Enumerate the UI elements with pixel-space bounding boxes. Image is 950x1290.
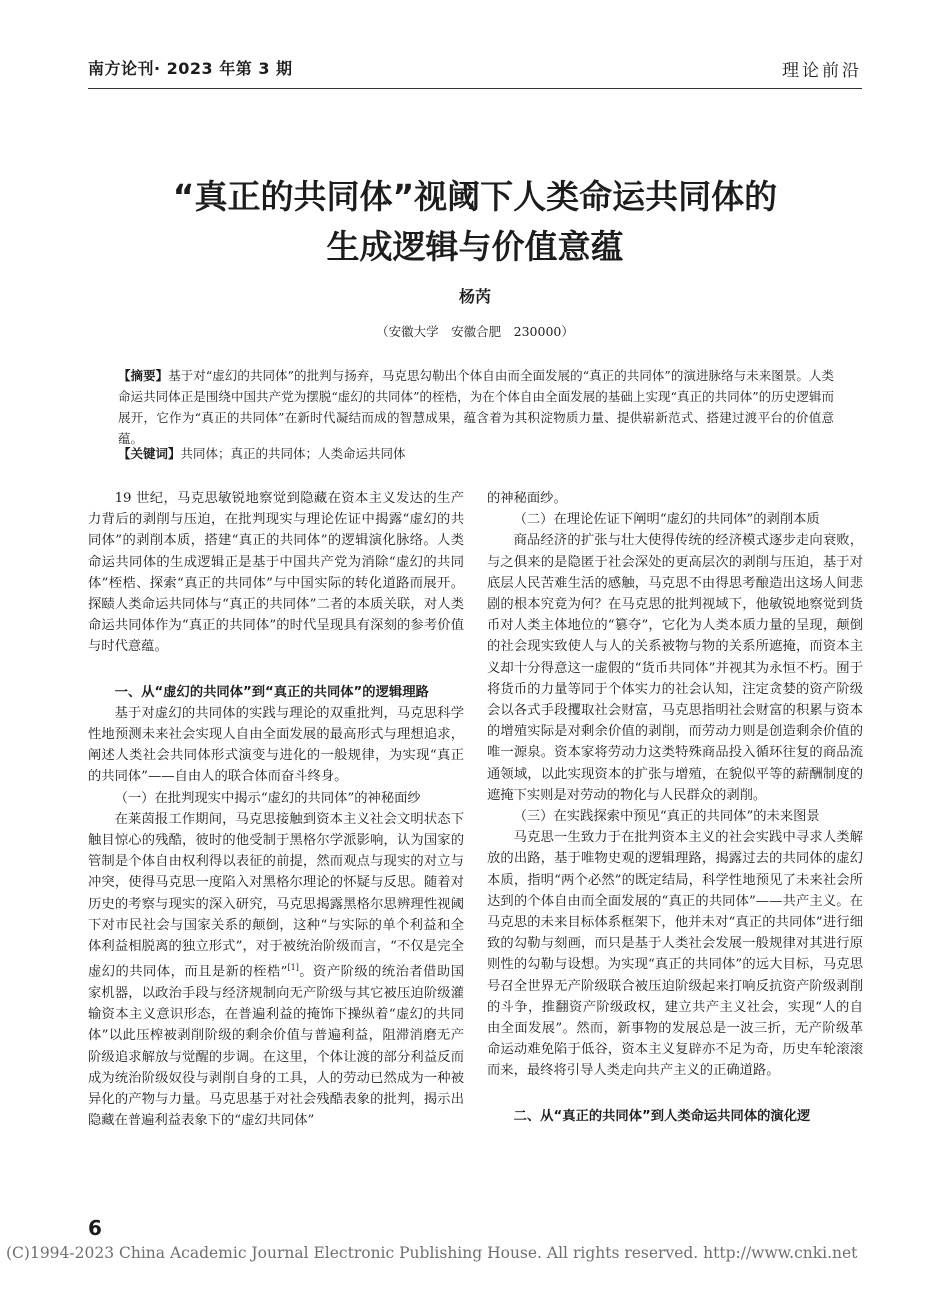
title-line-1: “真正的共同体”视阈下人类命运共同体的 [172, 177, 778, 216]
subsection-3-paragraph: 马克思一生致力于在批判资本主义的社会实践中寻求人类解放的出路，基于唯物史观的逻辑理路，揭露过去的共同体的虚幻本质，指明“两个必然”的既定结局，科学性地预见了未来社会所达到的个体自由而全面发展的“真正的共同体”——共产主义。在马克思的未来目标体系框架下，他并未对“真正的共同体”进行细致的勾勒与刻画，而只是基于人类社会发展一般规律对其进行原则性的勾勒与设想。为实现“真正的共同体”的远大目标，马克思号召全世界无产阶级联合被压迫阶级起来打响反抗资产阶级剥削的斗争，推翻资产阶级政权，建立共产主义社会，实现“人的自由全面发展”。然而，新事物的发展总是一波三折，无产阶级革命运动难免陷于低谷，资本主义复辟亦不足为奇，历史车轮滚滚而来，最终将引导人类走向共产主义的正确道路。 [487, 830, 863, 1079]
copyright-footer: (C)1994-2023 China Academic Journal Electronic Publishing House. All rights reserved. http://www.cnki.net [6, 1244, 858, 1262]
continued-text: 的神秘面纱。 [487, 491, 567, 506]
page-number: 6 [88, 1216, 102, 1240]
author-name: 杨芮 [458, 287, 491, 306]
title-line-2: 生成逻辑与价值意蕴 [326, 227, 624, 266]
section-label: 理论前沿 [782, 61, 862, 81]
subsection-1-text-cont: 。资产阶级的统治者借助国家机器，以政治手段与经济规制向无产阶级与其它被压迫阶级灌输资本主义意识形态，在普遍利益的掩饰下操纵着“虚幻的共同体”以此压榨被剥削阶级的剩余价值与普遍利益，阻滞消磨无产阶级追求解放与觉醒的步调。在这里，个体让渡的部分利益反而成为统治阶级奴役与剥削自身的工具，人的劳动已然成为一种被异化的产物与力量。马克思基于对社会残酷表象的批判，揭示出隐藏在普遍利益表象下的“虚幻共同体” [88, 964, 464, 1129]
subsection-1-paragraph [88, 809, 464, 1131]
subsection-3-heading: （三）在实践探索中预见“真正的共同体”的未来图景 [513, 809, 820, 825]
affiliation: （安徽大学 安徽合肥 230000） [376, 324, 574, 339]
keywords [118, 443, 834, 464]
subsection-2-heading: （二）在理论佐证下阐明“虚幻的共同体”的剥削本质 [513, 512, 820, 528]
journal-issue: 南方论刊· 2023 年第 3 期 [88, 59, 293, 78]
article-title [0, 172, 950, 272]
body-column-left [88, 488, 464, 1131]
header-rule [88, 88, 862, 89]
subsection-1-text: 在莱茵报工作期间，马克思接触到资本主义社会文明状态下触目惊心的残酷，彼时的他受制于黑格尔学派影响，认为国家的管制是个体自由权利得以表征的前提，然而观点与现实的对立与冲突，使得马克思一度陷入对黑格尔理论的怀疑与反思。随着对历史的考察与现实的深入研究，马克思揭露黑格尔思辨理性视阈下对市民社会与国家关系的颠倒，这种“与实际的单个利益和全体利益相脱离的独立形式”，对于被统治阶级而言，“不仅是完全虚幻的共同体，而且是新的桎梏” [88, 811, 464, 980]
section-2-heading: 二、从“真正的共同体”到人类命运共同体的演化逻 [513, 1108, 811, 1124]
body-column-right [487, 488, 863, 1127]
intro-paragraph: 19 世纪，马克思敏锐地察觉到隐藏在资本主义发达的生产力背后的剥削与压迫，在批判现实与理论佐证中揭露“虚幻的共同体”的剥削本质，搭建“真正的共同体”的逻辑演化脉络。人类命运共同体的生成逻辑正是基于中国共产党为消除“虚幻的共同体”桎梏、探索“真正的共同体”与中国实际的转化道路而展开。探赜人类命运共同体与“真正的共同体”二者的本质关联，对人类命运共同体作为“真正的共同体”的时代呈现具有深刻的参考价值与时代意蕴。 [88, 491, 464, 655]
abstract-text: 基于对“虚幻的共同体”的批判与扬弃，马克思勾勒出个体自由而全面发展的“真正的共同体”的演进脉络与未来图景。人类命运共同体正是围绕中国共产党为摆脱“虚幻的共同体”的桎梏，为在个体自由全面发展的基础上实现“真正的共同体”的历史逻辑而展开，它作为“真正的共同体”在新时代凝结而成的智慧成果，蕴含着为其积淀物质力量、提供崭新范式、搭建过渡平台的价值意蕴。 [118, 368, 834, 446]
subsection-2-paragraph: 商品经济的扩张与壮大使得传统的经济模式逐步走向衰败，与之俱来的是隐匿于社会深处的更高层次的剥削与压迫，基于对底层人民苦难生活的感触，马克思不由得思考酿造出这场人间悲剧的根本究竟为何？在马克思的批判视域下，他敏锐地察觉到货币对人类主体地位的“篡夺”，它化为人类本质力量的呈现，颠倒的社会现实致使人与人的关系被物与物的关系所遮掩，而资本主义却十分得意这一虚假的“货币共同体”并视其为永恒不朽。囿于将货币的力量等同于个体实力的社会认知，注定贪婪的资产阶级会以各式手段攫取社会财富，马克思指明社会财富的积累与资本的增殖实际是对剩余价值的剥削，而劳动力则是创造剩余价值的唯一源泉。资本家将劳动力这类特殊商品投入循环往复的商品流通领域，以此实现资本的扩张与增殖，在貌似平等的薪酬制度的遮掩下实则是对劳动的物化与人民群众的剥削。 [487, 533, 863, 803]
subsection-1-heading: （一）在批判现实中揭示“虚幻的共同体”的神秘面纱 [114, 790, 421, 806]
keywords-text: 共同体；真正的共同体；人类命运共同体 [180, 446, 406, 461]
citation-ref[interactable]: [1] [287, 963, 299, 973]
section-1-heading: 一、从“虚幻的共同体”到“真正的共同体”的逻辑理路 [114, 684, 429, 700]
keywords-label: 【关键词】 [118, 446, 181, 461]
running-head [88, 56, 862, 96]
abstract-label: 【摘要】 [118, 368, 169, 383]
section-1-paragraph: 基于对虚幻的共同体的实践与理论的双重批判，马克思科学性地预测未来社会实现人自由全面发展的最高形式与理想追求，阐述人类社会共同体形式演变与进化的一般规律，为实现“真正的共同体”——自由人的联合体而奋斗终身。 [88, 705, 464, 785]
abstract [118, 365, 834, 449]
